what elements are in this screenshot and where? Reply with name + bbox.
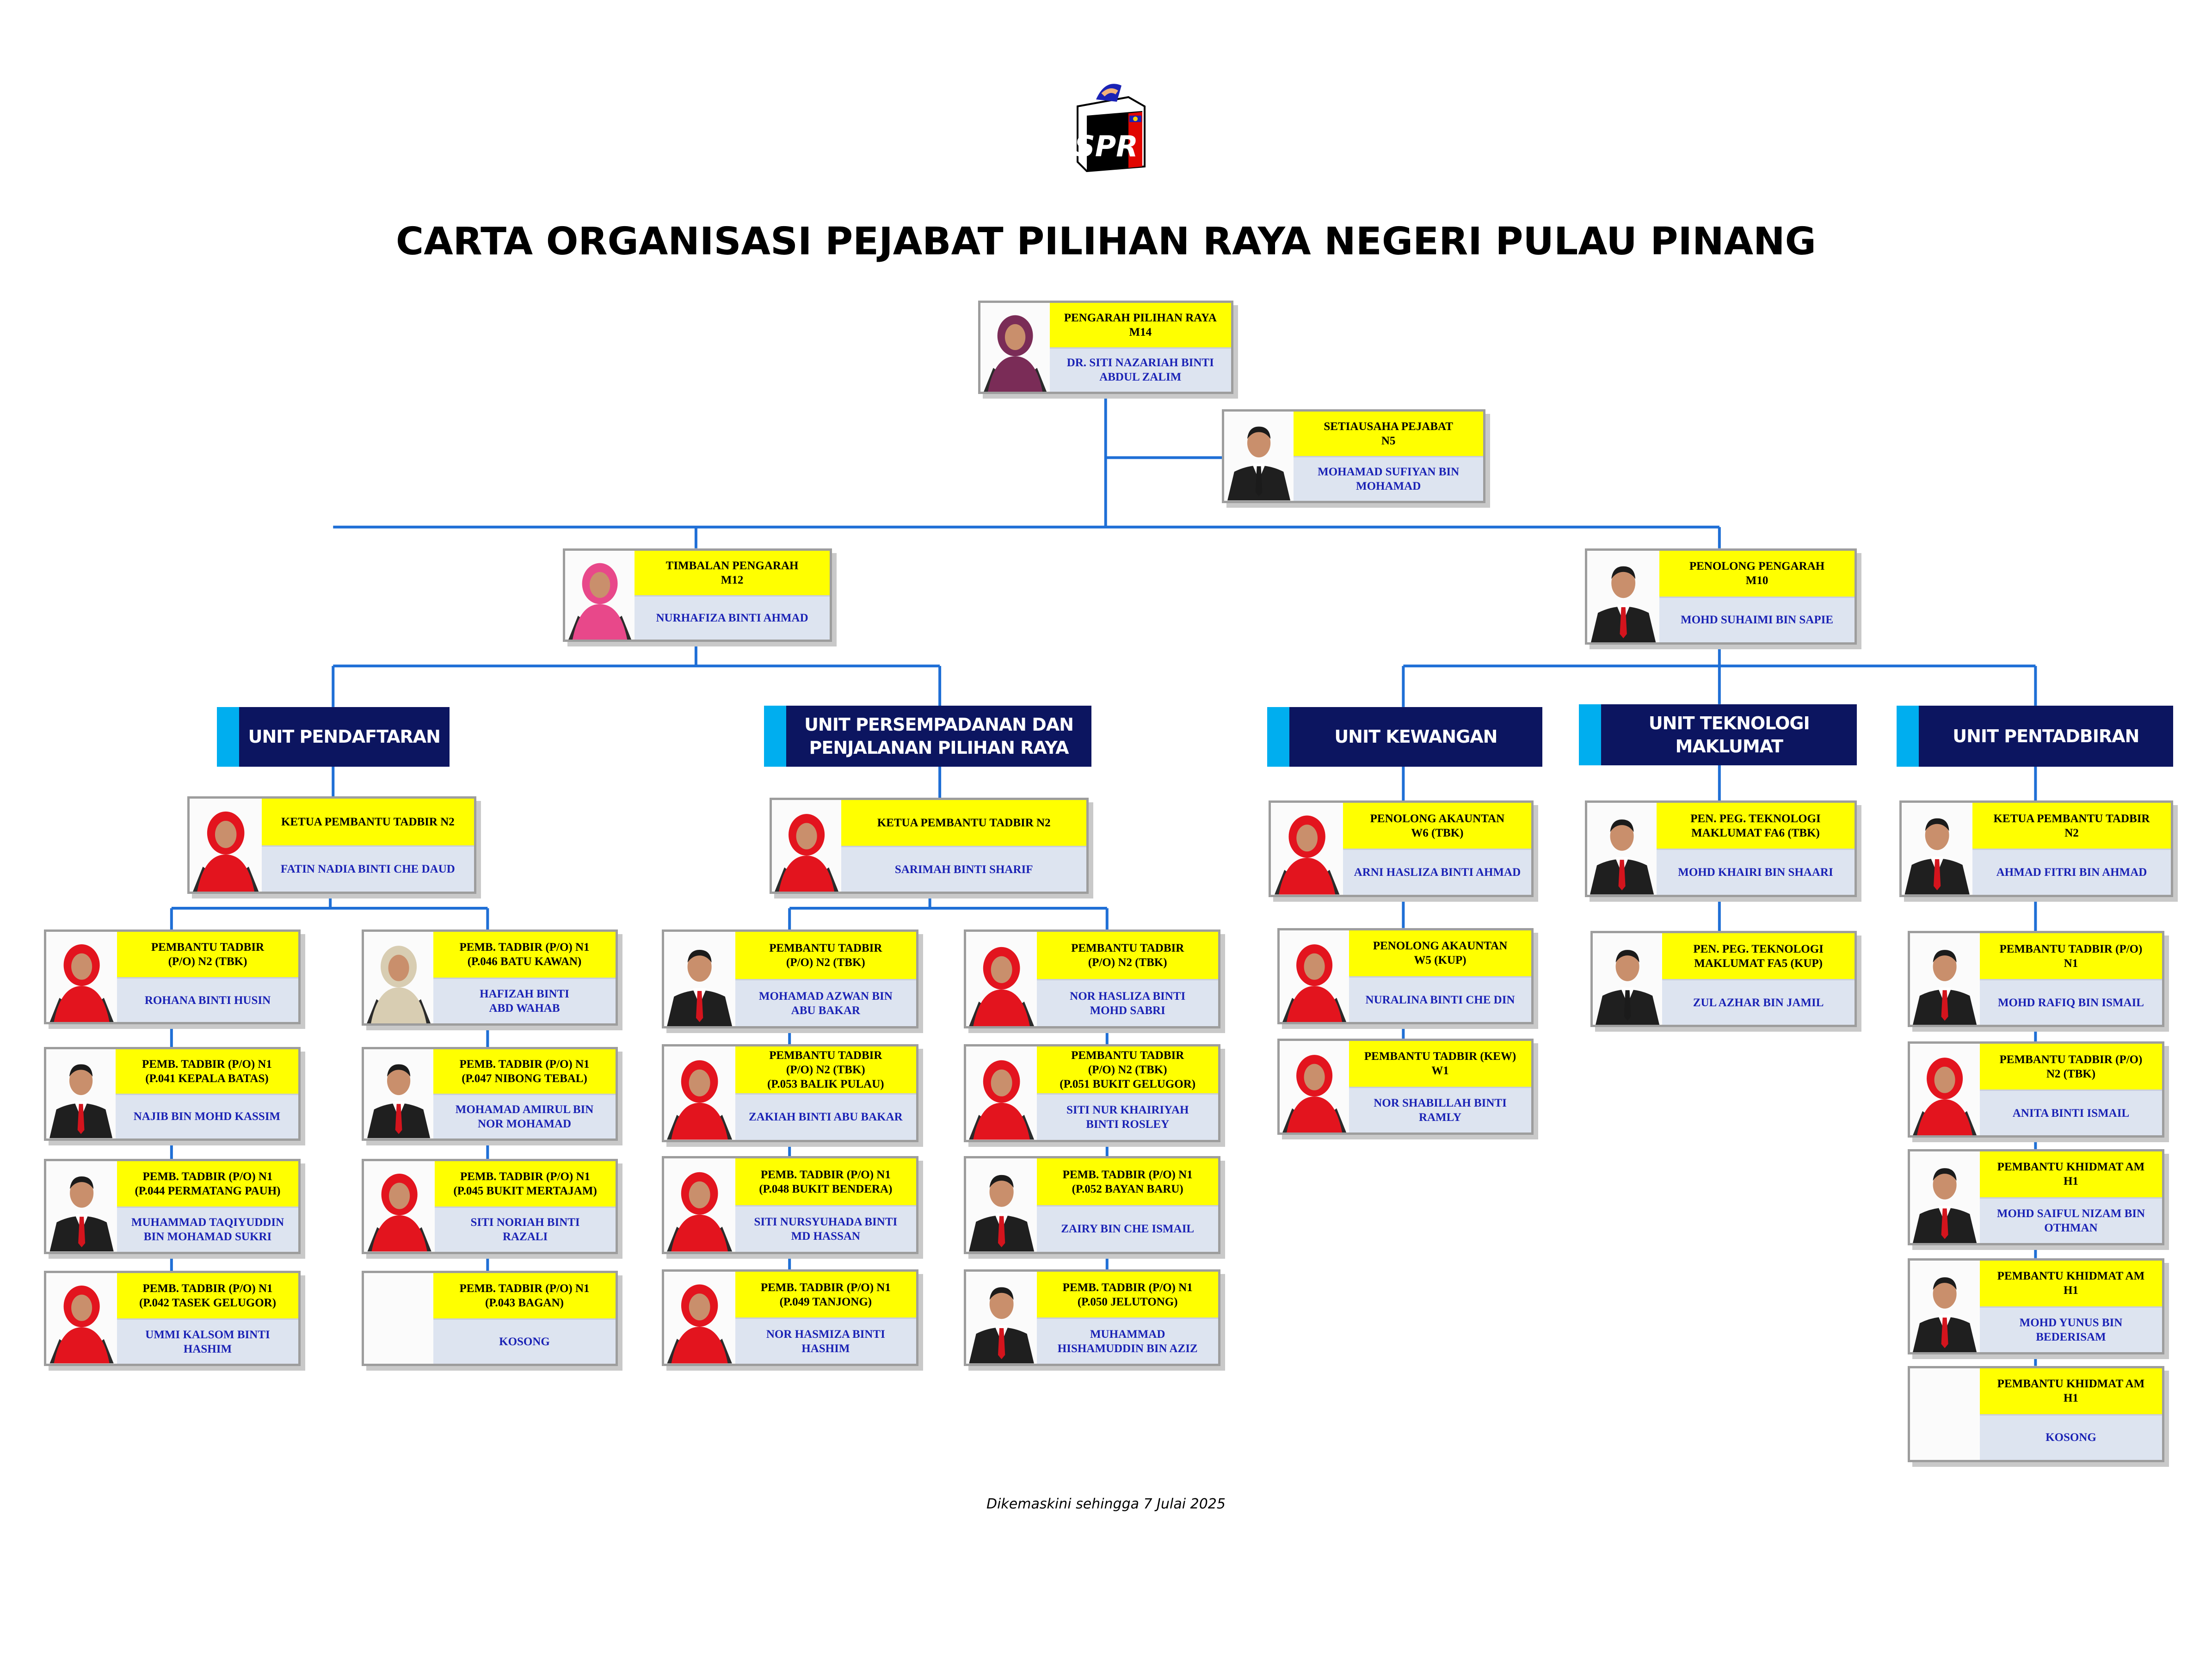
unit-accent-bar: [1267, 707, 1289, 767]
position-card: [44, 929, 301, 1024]
position-title: PEMB. TADBIR (P/O) N1 (P.043 BAGAN): [433, 1273, 616, 1318]
staff-name: MOHD YUNUS BIN BEDERISAM: [1980, 1306, 2163, 1352]
staff-photo: [1280, 930, 1351, 1022]
staff-photo: [1280, 1041, 1351, 1132]
staff-name: MOHD SAIFUL NIZAM BIN OTHMAN: [1980, 1197, 2163, 1243]
unit-accent-bar: [764, 706, 786, 767]
staff-photo: [1902, 803, 1974, 894]
staff-name: ROHANA BINTI HUSIN: [117, 977, 298, 1022]
staff-photo: [364, 932, 435, 1023]
position-title: KETUA PEMBANTU TADBIR N2: [1972, 803, 2170, 849]
position-title: PEMBANTU KHIDMAT AM H1: [1980, 1261, 2163, 1306]
staff-name: NURHAFIZA BINTI AHMAD: [635, 595, 830, 640]
position-title: PEN. PEG. TEKNOLOGI MAKLUMAT FA5 (KUP): [1662, 933, 1855, 979]
staff-photo: [190, 799, 264, 892]
position-card: [1908, 931, 2164, 1027]
position-card: [362, 1047, 618, 1140]
staff-name: ZUL AZHAR BIN JAMIL: [1662, 979, 1855, 1025]
position-card: [770, 798, 1089, 894]
unit-header-pendaftaran: [217, 707, 450, 767]
svg-text:SPR: SPR: [1074, 129, 1138, 163]
position-card: [662, 1044, 918, 1142]
position-card: [1277, 1039, 1534, 1135]
staff-photo: [1587, 551, 1661, 642]
staff-name: MUHAMMAD TAQIYUDDIN BIN MOHAMAD SUKRI: [117, 1206, 298, 1251]
staff-photo: [1910, 1044, 1981, 1135]
staff-name: SARIMAH BINTI SHARIF: [841, 846, 1086, 892]
unit-accent-bar: [1579, 704, 1601, 765]
position-card: [44, 1271, 301, 1366]
staff-name: MOHAMAD AZWAN BIN ABU BAKAR: [735, 979, 917, 1026]
position-title: PENOLONG AKAUNTAN W6 (TBK): [1343, 803, 1531, 849]
position-title: PEMB. TADBIR (P/O) N1 (P.046 BATU KAWAN): [433, 932, 616, 978]
position-card: [44, 1159, 301, 1254]
staff-name: NURALINA BINTI CHE DIN: [1349, 976, 1532, 1022]
position-title: PENOLONG PENGARAH M10: [1659, 551, 1855, 597]
unit-header-pentadbiran: [1897, 706, 2173, 767]
staff-name: KOSONG: [1980, 1414, 2163, 1460]
position-card: [662, 929, 918, 1028]
staff-photo: [1910, 933, 1981, 1025]
position-card: [187, 796, 476, 894]
staff-photo: [46, 932, 119, 1022]
staff-photo: [772, 800, 843, 892]
staff-name: ZAIRY BIN CHE ISMAIL: [1037, 1205, 1218, 1251]
staff-photo: [1587, 803, 1658, 894]
unit-label: UNIT TEKNOLOGI MAKLUMAT: [1648, 713, 1810, 757]
staff-photo: [966, 932, 1039, 1026]
staff-photo: [980, 303, 1052, 392]
position-title: PEMB. TADBIR (P/O) N1 (P.041 KEPALA BATAS): [116, 1049, 298, 1094]
position-card: [362, 929, 618, 1026]
unit-label: UNIT PENTADBIRAN: [1953, 726, 2139, 746]
position-title: KETUA PEMBANTU TADBIR N2: [841, 800, 1086, 846]
staff-photo: [1910, 1151, 1981, 1243]
staff-photo: [664, 1046, 737, 1139]
staff-name: NAJIB BIN MOHD KASSIM: [116, 1094, 298, 1138]
position-title: PENOLONG AKAUNTAN W5 (KUP): [1349, 930, 1532, 976]
position-title: PEN. PEG. TEKNOLOGI MAKLUMAT FA6 (TBK): [1657, 803, 1855, 849]
position-title: PEMBANTU TADBIR (P/O) N2 (TBK) (P.053 BALIK PULAU): [735, 1046, 917, 1093]
position-title: KETUA PEMBANTU TADBIR N2: [262, 799, 474, 845]
position-card: [1269, 800, 1534, 897]
staff-name: ZAKIAH BINTI ABU BAKAR: [735, 1093, 917, 1139]
staff-name: NOR HASMIZA BINTI HASHIM: [735, 1317, 917, 1363]
staff-photo: [664, 1272, 737, 1363]
page-title: CARTA ORGANISASI PEJABAT PILIHAN RAYA NEGERI PULAU PINANG: [396, 220, 1816, 264]
position-title: PEMB. TADBIR (P/O) N1 (P.044 PERMATANG PAUH): [117, 1161, 298, 1206]
staff-name: MUHAMMAD HISHAMUDDIN BIN AZIZ: [1037, 1317, 1218, 1363]
staff-name: FATIN NADIA BINTI CHE DAUD: [262, 845, 474, 892]
staff-photo: [46, 1049, 117, 1138]
unit-label: UNIT KEWANGAN: [1334, 726, 1497, 747]
position-card: [44, 1047, 301, 1140]
staff-photo: [1224, 412, 1295, 500]
position-title: PEMB. TADBIR (P/O) N1 (P.048 BUKIT BENDERA): [735, 1158, 917, 1205]
position-title: PEMBANTU TADBIR (P/O) N1: [1980, 933, 2163, 979]
staff-name: NOR SHABILLAH BINTI RAMLY: [1349, 1087, 1532, 1132]
staff-name: MOHAMAD AMIRUL BIN NOR MOHAMAD: [433, 1094, 616, 1138]
staff-photo: [1593, 933, 1664, 1025]
position-title: PEMBANTU TADBIR (P/O) N2 (TBK): [117, 932, 298, 977]
empty-photo-slot: [1910, 1368, 1981, 1460]
unit-accent-bar: [1897, 706, 1919, 767]
unit-accent-bar: [217, 707, 239, 767]
position-card: [1908, 1366, 2164, 1462]
staff-photo: [364, 1161, 437, 1251]
position-card: [964, 1156, 1220, 1254]
position-card: [362, 1271, 618, 1366]
staff-name: ANITA BINTI ISMAIL: [1980, 1089, 2163, 1135]
staff-photo: [1910, 1261, 1981, 1352]
position-title: PEMB. TADBIR (P/O) N1 (P.052 BAYAN BARU): [1037, 1158, 1218, 1205]
staff-photo: [565, 551, 636, 640]
position-card: [964, 1269, 1220, 1366]
updated-date-note: Dikemaskini sehingga 7 Julai 2025: [986, 1496, 1226, 1512]
staff-name: AHMAD FITRI BIN AHMAD: [1972, 849, 2170, 894]
position-card: [563, 548, 832, 642]
unit-header-kewangan: [1267, 707, 1542, 767]
position-title: PEMBANTU TADBIR (P/O) N2 (TBK) (P.051 BUKIT GELUGOR): [1037, 1046, 1218, 1093]
position-title: PEMB. TADBIR (P/O) N1 (P.050 JELUTONG): [1037, 1272, 1218, 1317]
staff-photo: [664, 932, 737, 1026]
position-card: [362, 1159, 618, 1254]
position-title: PEMBANTU TADBIR (P/O) N2 (TBK): [735, 932, 917, 979]
staff-name: MOHD SUHAIMI BIN SAPIE: [1659, 597, 1855, 642]
empty-photo-slot: [364, 1273, 435, 1363]
position-title: PEMB. TADBIR (P/O) N1 (P.047 NIBONG TEBAL): [433, 1049, 616, 1094]
staff-name: MOHD KHAIRI BIN SHAARI: [1657, 849, 1855, 894]
position-title: TIMBALAN PENGARAH M12: [635, 551, 830, 595]
staff-name: SITI NURSYUHADA BINTI MD HASSAN: [735, 1205, 917, 1251]
position-title: SETIAUSAHA PEJABAT N5: [1294, 412, 1483, 456]
staff-name: ARNI HASLIZA BINTI AHMAD: [1343, 849, 1531, 894]
position-card: [1222, 409, 1485, 503]
staff-name: SITI NUR KHAIRIYAH BINTI ROSLEY: [1037, 1093, 1218, 1139]
position-card: [1585, 800, 1857, 897]
position-card: [662, 1156, 918, 1254]
staff-name: DR. SITI NAZARIAH BINTI ABDUL ZALIM: [1050, 347, 1231, 392]
staff-name: NOR HASLIZA BINTI MOHD SABRI: [1037, 979, 1218, 1026]
staff-photo: [1271, 803, 1345, 894]
staff-name: UMMI KALSOM BINTI HASHIM: [117, 1318, 298, 1363]
position-card: [1277, 928, 1534, 1024]
spr-logo-icon: [1059, 74, 1152, 176]
position-card: [1908, 1149, 2164, 1245]
staff-name: SITI NORIAH BINTI RAZALI: [435, 1206, 616, 1251]
position-card: [1908, 1041, 2164, 1138]
staff-photo: [46, 1273, 119, 1363]
unit-header-teknologi: [1579, 704, 1857, 765]
position-card: [1585, 548, 1857, 645]
staff-name: MOHD RAFIQ BIN ISMAIL: [1980, 979, 2163, 1025]
position-card: [1908, 1258, 2164, 1354]
position-card: [1899, 800, 2173, 897]
position-title: PENGARAH PILIHAN RAYA M14: [1050, 303, 1231, 347]
staff-photo: [966, 1272, 1039, 1363]
unit-label: UNIT PERSEMPADANAN DAN PENJALANAN PILIHAN RAYA: [804, 714, 1073, 758]
unit-label: UNIT PENDAFTARAN: [248, 726, 440, 747]
position-card: [978, 301, 1233, 394]
position-card: [964, 929, 1220, 1028]
position-title: PEMB. TADBIR (P/O) N1 (P.042 TASEK GELUGOR): [117, 1273, 298, 1318]
staff-name: HAFIZAH BINTI ABD WAHAB: [433, 978, 616, 1023]
position-title: PEMBANTU KHIDMAT AM H1: [1980, 1368, 2163, 1414]
position-title: PEMBANTU KHIDMAT AM H1: [1980, 1151, 2163, 1197]
staff-photo: [46, 1161, 119, 1251]
position-title: PEMB. TADBIR (P/O) N1 (P.045 BUKIT MERTAJAM): [435, 1161, 616, 1206]
position-title: PEMBANTU TADBIR (P/O) N2 (TBK): [1980, 1044, 2163, 1089]
staff-name: KOSONG: [433, 1318, 616, 1363]
staff-photo: [966, 1046, 1039, 1139]
position-title: PEMBANTU TADBIR (KEW) W1: [1349, 1041, 1532, 1087]
position-title: PEMB. TADBIR (P/O) N1 (P.049 TANJONG): [735, 1272, 917, 1317]
staff-photo: [664, 1158, 737, 1251]
unit-header-persempadanan: [764, 706, 1091, 767]
position-card: [964, 1044, 1220, 1142]
position-card: [662, 1269, 918, 1366]
position-card: [1590, 931, 1857, 1027]
staff-photo: [966, 1158, 1039, 1251]
position-title: PEMBANTU TADBIR (P/O) N2 (TBK): [1037, 932, 1218, 979]
staff-name: MOHAMAD SUFIYAN BIN MOHAMAD: [1294, 456, 1483, 500]
staff-photo: [364, 1049, 435, 1138]
